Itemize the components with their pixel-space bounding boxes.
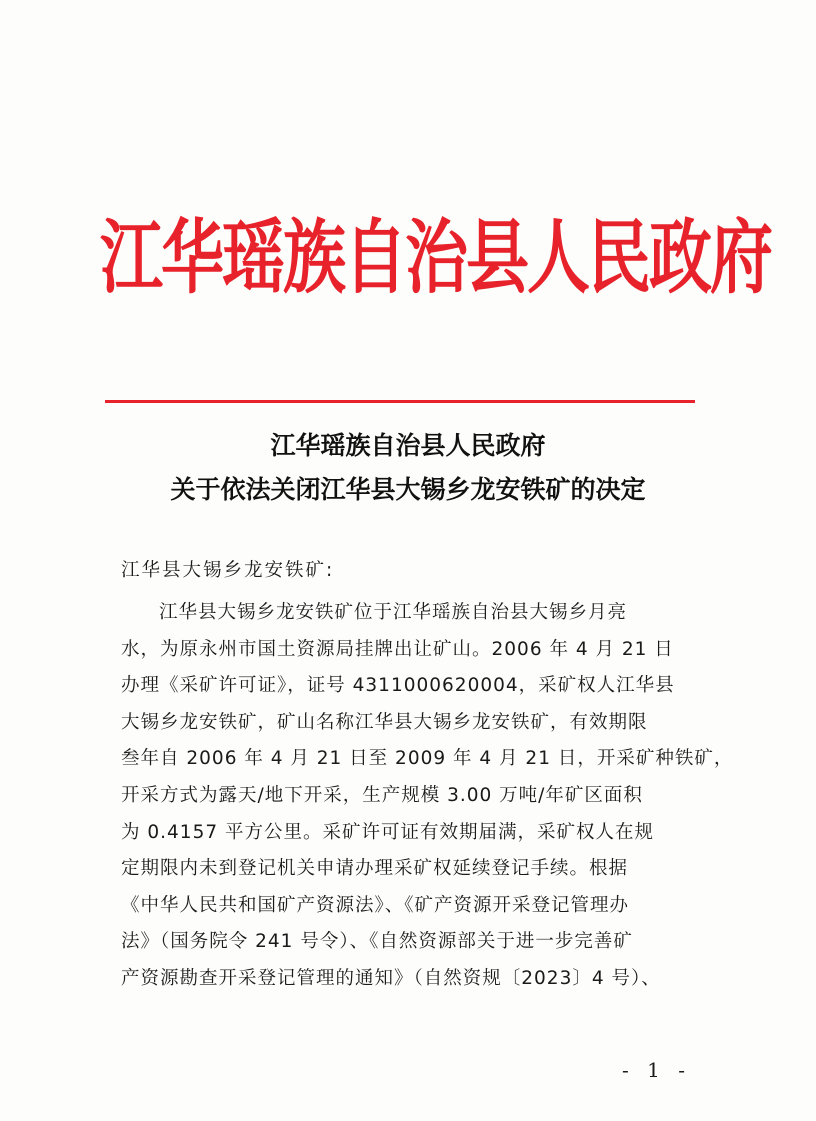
masthead-issuer: 江华瑶族自治县人民政府 <box>100 210 771 305</box>
body-line: 水，为原永州市国土资源局挂牌出让矿山。2006 年 4 月 21 日 <box>121 638 674 660</box>
red-separator-rule <box>105 400 695 403</box>
body-line: 大锡乡龙安铁矿，矿山名称江华县大锡乡龙安铁矿，有效期限 <box>121 711 648 733</box>
body-line: 开采方式为露天/地下开采，生产规模 3.00 万吨/年矿区面积 <box>121 784 643 806</box>
body-line: 叁年自 2006 年 4 月 21 日至 2009 年 4 月 21 日，开采矿种铁矿， <box>121 748 734 770</box>
document-title-line-2: 关于依法关闭江华县大锡乡龙安铁矿的决定 <box>170 475 646 504</box>
body-text <box>121 595 734 998</box>
salutation: 江华县大锡乡龙安铁矿: <box>121 560 335 581</box>
body-line: 为 0.4157 平方公里。采矿许可证有效期届满，采矿权人在规 <box>121 821 654 843</box>
page-number: - 1 - <box>622 1058 691 1082</box>
body-line: 《中华人民共和国矿产资源法》、《矿产资源开采登记管理办 <box>121 894 630 916</box>
document-title-line-1: 江华瑶族自治县人民政府 <box>270 431 546 460</box>
document-title <box>100 424 716 512</box>
body-line: 办理《采矿许可证》，证号 4311000620004，采矿权人江华县 <box>121 675 675 697</box>
body-line: 江华县大锡乡龙安铁矿位于江华瑶族自治县大锡乡月亮 <box>159 602 628 623</box>
body-line: 产资源勘查开采登记管理的通知》（自然资规〔2023〕4 号）、 <box>121 967 661 989</box>
body-line: 法》（国务院令 241 号令）、《自然资源部关于进一步完善矿 <box>121 931 633 953</box>
body-line: 定期限内未到登记机关申请办理采矿权延续登记手续。根据 <box>121 858 629 880</box>
